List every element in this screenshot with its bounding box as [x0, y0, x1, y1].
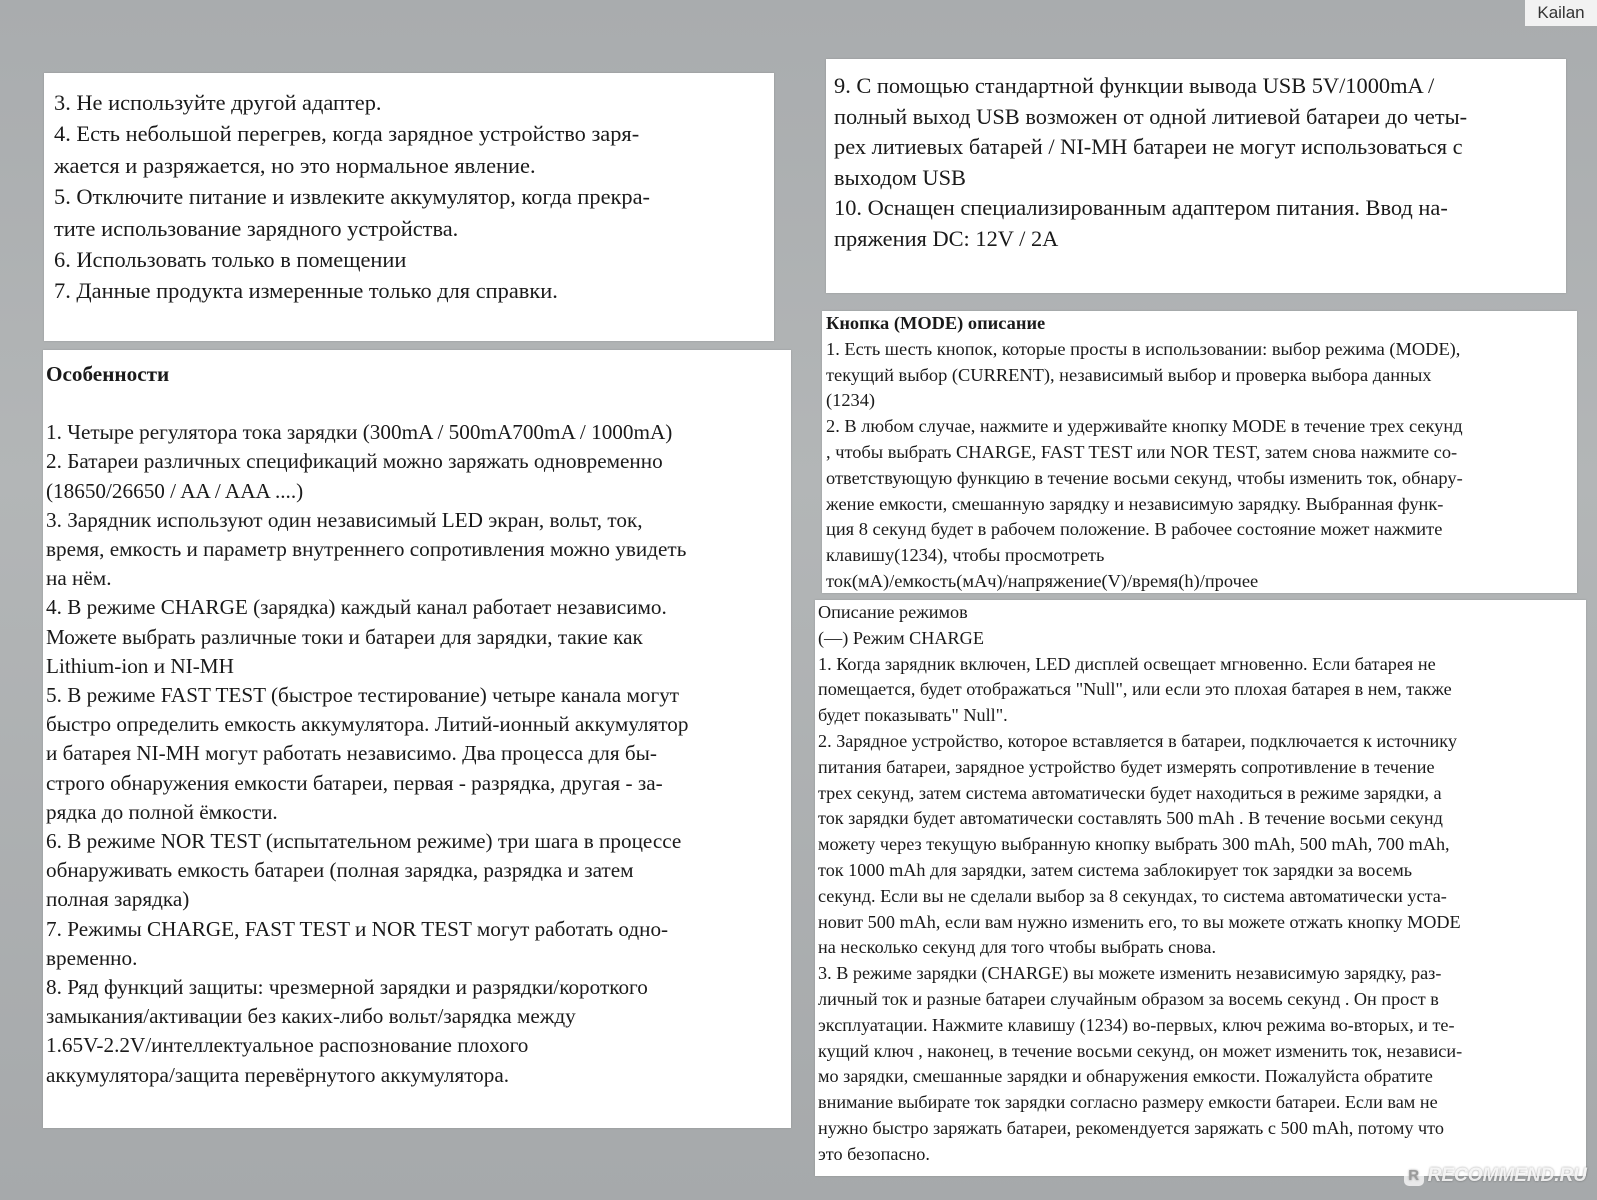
text-line: можету через текущую выбранную кнопку выбрать 300 mAh, 500 mAh, 700 mAh, — [818, 834, 1450, 855]
text-line: это безопасно. — [818, 1143, 930, 1164]
text-line: 9. С помощью стандартной функции вывода USB 5V/1000mA / — [834, 73, 1435, 98]
text-line: жение емкости, смешанную зарядку и независимую зарядку. Выбранная функ- — [826, 493, 1444, 514]
text-line: и батарея NI-MH могут работать независимо. Два процесса для бы- — [46, 741, 657, 766]
text-line: 2. Батареи различных спецификаций можно заряжать одновременно — [46, 449, 663, 474]
text-line: личный ток и разные батареи случайным образом за восемь секунд . Он прост в — [818, 988, 1439, 1009]
text-line: нужно быстро заряжать батареи, рекомендуется заряжать с 500 mAh, потому что — [818, 1117, 1444, 1138]
text-line: мо зарядки, смешанные зарядки и обнаружения емкости. Пожалуйста обратите — [818, 1066, 1433, 1087]
text-line: Описание режимов — [818, 602, 968, 622]
text-line: аккумулятора/защита перевёрнутого аккумулятора. — [46, 1062, 510, 1087]
text-line: 4. Есть небольшой перегрев, когда зарядное устройство заря- — [54, 121, 640, 147]
text-line: 2. Зарядное устройство, которое вставляется в батареи, подключается к источнику — [818, 730, 1457, 751]
text-line: полный выход USB возможен от одной литиевой батареи до четы- — [834, 103, 1468, 129]
text-line: тите использование зарядного устройства. — [54, 215, 459, 241]
text-line: на нём. — [46, 566, 112, 591]
text-line: ток(мА)/емкость(мАч)/напряжение(V)/время(h)/прочее — [826, 570, 1259, 591]
text-line: (—) Режим CHARGE — [818, 627, 984, 648]
text-line: Можете выбрать различные токи и батареи для зарядки, такие как — [46, 624, 643, 649]
text-line: 1. Когда зарядник включен, LED дисплей освещает мгновенно. Если батарея не — [818, 653, 1436, 674]
text-line: пряжения DC: 12V / 2A — [834, 225, 1059, 251]
text-line: жается и разряжается, но это нормальное явление. — [54, 152, 536, 178]
text-line: рядка до полной ёмкости. — [46, 799, 278, 824]
text-line: 3. Зарядник используют один независимый LED экран, вольт, ток, — [46, 507, 643, 532]
text-line: 5. В режиме FAST TEST (быстрое тестирование) четыре канала могут — [46, 683, 680, 708]
text-line: 2. В любом случае, нажмите и удерживайте кнопку MODE в течение трех секунд — [826, 416, 1463, 437]
features-heading: Особенности — [46, 362, 170, 386]
mode-button-card — [822, 311, 1577, 593]
text-line: 5. Отключите питание и извлеките аккумулятор, когда прекра- — [54, 184, 650, 210]
text-line: секунд. Если вы не сделали выбор за 8 секундах, то система автоматически уста- — [818, 885, 1447, 906]
site-watermark — [1404, 1162, 1587, 1190]
text-line: рех литиевых батарей / NI-MH батареи не могут использоваться с — [834, 134, 1463, 160]
text-line: внимание выбирате ток зарядки согласно размеру емкости батареи. Если вам не — [818, 1092, 1438, 1113]
text-line: полная зарядка) — [46, 887, 190, 912]
features-list — [46, 418, 788, 1090]
site-logo-icon: R — [1404, 1166, 1424, 1186]
text-line: ток зарядки будет автоматически составлять 500 mAh . В течение восьми секунд — [818, 808, 1443, 829]
text-line: , чтобы выбрать CHARGE, FAST TEST или NOR TEST, затем снова нажмите со- — [826, 441, 1458, 462]
text-line: помещается, будет отображаться "Null", или если это плохая батарея в нем, также — [818, 679, 1452, 700]
text-line: временно. — [46, 945, 138, 970]
text-line: трех секунд, затем система автоматически будет находиться в режиме зарядки, а — [818, 782, 1442, 803]
mode-button-text — [826, 337, 1571, 595]
text-line: (18650/26650 / AA / AAA ....) — [46, 478, 304, 503]
text-line: 7. Режимы CHARGE, FAST TEST и NOR TEST могут работать одно- — [46, 916, 669, 941]
text-line: питания батареи, зарядное устройство будет измерять сопротивление в течение — [818, 756, 1435, 777]
text-line: 4. В режиме CHARGE (зарядка) каждый канал работает независимо. — [46, 595, 667, 620]
site-watermark-text: RECOMMEND.RU — [1427, 1165, 1587, 1186]
text-line: 7. Данные продукта измеренные только для справки. — [54, 278, 558, 304]
usb-power-notes-card — [826, 59, 1566, 293]
text-line: замыкания/активации без каких-либо вольт/зарядка между — [46, 1004, 576, 1029]
text-line: эксплуатации. Нажмите клавишу (1234) во-первых, ключ режима во-вторых, и те- — [818, 1014, 1455, 1035]
text-line: быстро определить емкость аккумулятора. Литий-ионный аккумулятор — [46, 712, 689, 737]
text-line: будет показывать" Null". — [818, 705, 1008, 726]
text-line: 1.65V-2.2V/интеллектуальное распознование плохого — [46, 1033, 529, 1058]
text-line: ция 8 секунд будет в рабочем положение. В рабочее состояние может нажмите — [826, 519, 1443, 540]
author-watermark: Kailan — [1525, 0, 1597, 26]
text-line: ответствующую функцию в течение восьми секунд, чтобы изменить ток, обнару- — [826, 467, 1463, 488]
text-line: строго обнаружения емкости батареи, первая - разрядка, другая - за- — [46, 770, 663, 795]
usage-notes-card — [44, 73, 774, 341]
text-line: 1. Есть шесть кнопок, которые просты в использовании: выбор режима (MODE), — [826, 338, 1461, 359]
text-line: 1. Четыре регулятора тока зарядки (300mA / 500mA700mA / 1000mA) — [46, 420, 673, 445]
text-line: 8. Ряд функций защиты: чрезмерной зарядки и разрядки/короткого — [46, 975, 648, 1000]
text-line: текущий выбор (CURRENT), независимый выбор и проверка выбора данных — [826, 364, 1432, 385]
mode-button-heading: Кнопка (MODE) описание — [826, 313, 1046, 333]
text-line: кущий ключ , наконец, в течение восьми секунд, он может изменить ток, независи- — [818, 1040, 1463, 1061]
text-line: обнаруживать емкость батареи (полная зарядка, разрядка и затем — [46, 858, 634, 883]
text-line: выходом USB — [834, 164, 966, 190]
text-line: на несколько секунд для того чтобы выбрать снова. — [818, 937, 1217, 958]
text-line: 6. Использовать только в помещении — [54, 247, 407, 273]
text-line: 3. Не используйте другой адаптер. — [54, 90, 382, 115]
text-line: (1234) — [826, 390, 876, 411]
text-line: новит 500 mAh, если вам нужно изменить его, то вы можете отжать кнопку MODE — [818, 911, 1461, 932]
text-line: ток 1000 mAh для зарядки, затем система заблокирует ток зарядки за восемь — [818, 859, 1412, 880]
text-line: 6. В режиме NOR TEST (испытательном режиме) три шага в процессе — [46, 829, 682, 854]
mode-description-card — [815, 600, 1586, 1176]
text-line: время, емкость и параметр внутреннего сопротивления можно увидеть — [46, 537, 687, 562]
features-card — [43, 350, 791, 1128]
text-line: 10. Оснащен специализированным адаптером питания. Ввод на- — [834, 195, 1448, 221]
text-line: клавишу(1234), чтобы просмотреть — [826, 545, 1105, 566]
text-line: 3. В режиме зарядки (CHARGE) вы можете изменить независимую зарядку, раз- — [818, 963, 1442, 984]
text-line: Lithium-ion и NI-MH — [46, 653, 234, 678]
